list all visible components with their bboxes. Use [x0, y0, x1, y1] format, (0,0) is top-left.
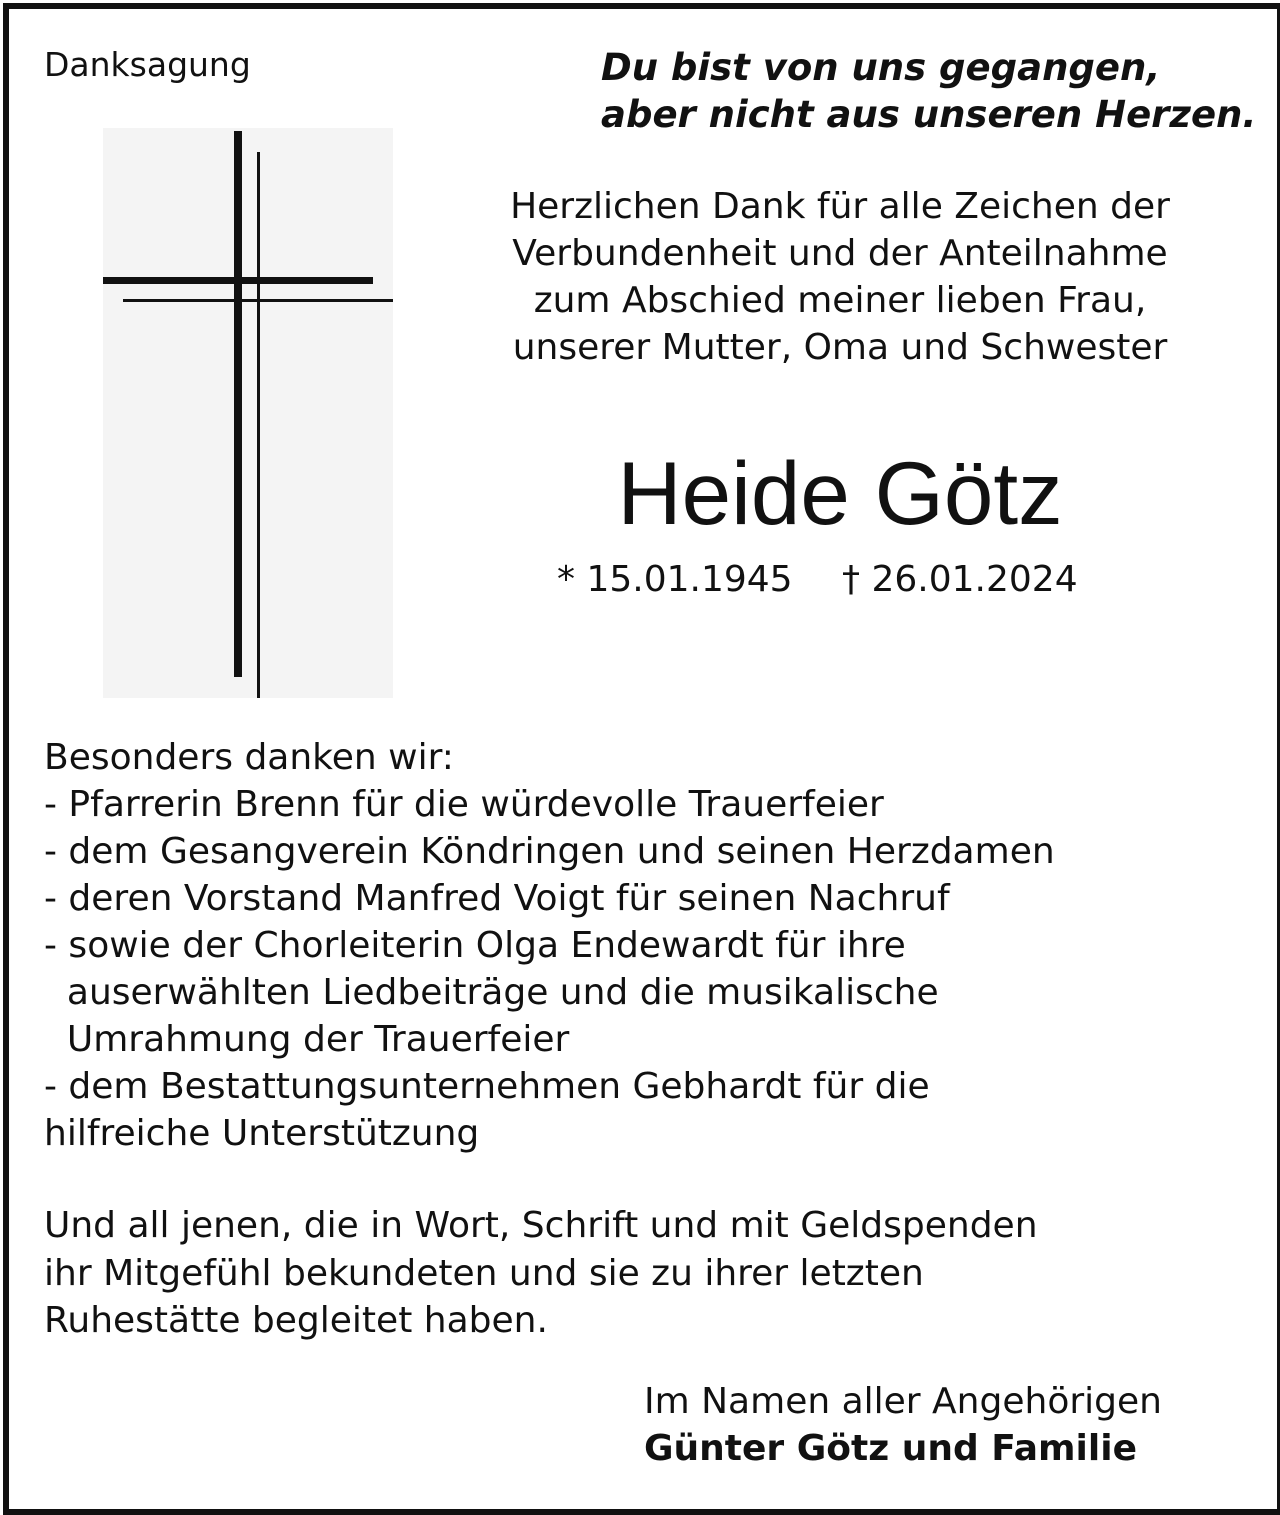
special-thanks-line: auserwählten Liedbeiträge und die musikalische	[44, 972, 939, 1013]
signoff-line: Im Namen aller Angehörigen	[644, 1381, 1162, 1422]
special-thanks-line: - dem Bestattungsunternehmen Gebhardt für die	[44, 1066, 930, 1107]
life-dates	[557, 557, 1078, 603]
motto	[601, 44, 1256, 138]
cross-icon	[103, 128, 393, 698]
special-thanks	[44, 734, 1055, 1157]
thanks-line: zum Abschied meiner lieben Frau,	[533, 280, 1147, 321]
death-date: † 26.01.2024	[842, 559, 1078, 600]
thanks-text	[470, 183, 1210, 371]
thanks-line: Herzlichen Dank für alle Zeichen der	[510, 186, 1170, 227]
motto-line-2: aber nicht aus unseren Herzen.	[601, 93, 1257, 136]
notice-heading: Danksagung	[44, 45, 251, 84]
family-name: Günter Götz und Familie	[644, 1428, 1137, 1469]
closing-line: Und all jenen, die in Wort, Schrift und mit Geldspenden	[44, 1205, 1038, 1246]
special-thanks-line: Umrahmung der Trauerfeier	[44, 1019, 570, 1060]
closing-line: Ruhestätte begleitet haben.	[44, 1300, 548, 1341]
closing-line: ihr Mitgefühl bekundeten und sie zu ihrer letzten	[44, 1252, 924, 1294]
closing-text	[44, 1202, 1038, 1345]
thanks-line: unserer Mutter, Oma und Schwester	[512, 327, 1168, 368]
deceased-name: Heide Götz	[617, 443, 1063, 543]
motto-line-1: Du bist von uns gegangen,	[601, 46, 1161, 89]
special-thanks-line: - deren Vorstand Manfred Voigt für seinen Nachruf	[44, 878, 950, 919]
birth-date: * 15.01.1945	[557, 559, 793, 600]
special-thanks-line: Besonders danken wir:	[44, 737, 454, 778]
special-thanks-line: - sowie der Chorleiterin Olga Endewardt für ihre	[44, 925, 906, 966]
signoff	[644, 1378, 1162, 1472]
special-thanks-line: - Pfarrerin Brenn für die würdevolle Trauerfeier	[44, 784, 884, 825]
special-thanks-line: hilfreiche Unterstützung	[44, 1113, 480, 1154]
thanks-line: Verbundenheit und der Anteilnahme	[512, 233, 1168, 274]
special-thanks-line: - dem Gesangverein Köndringen und seinen Herzdamen	[44, 831, 1055, 872]
